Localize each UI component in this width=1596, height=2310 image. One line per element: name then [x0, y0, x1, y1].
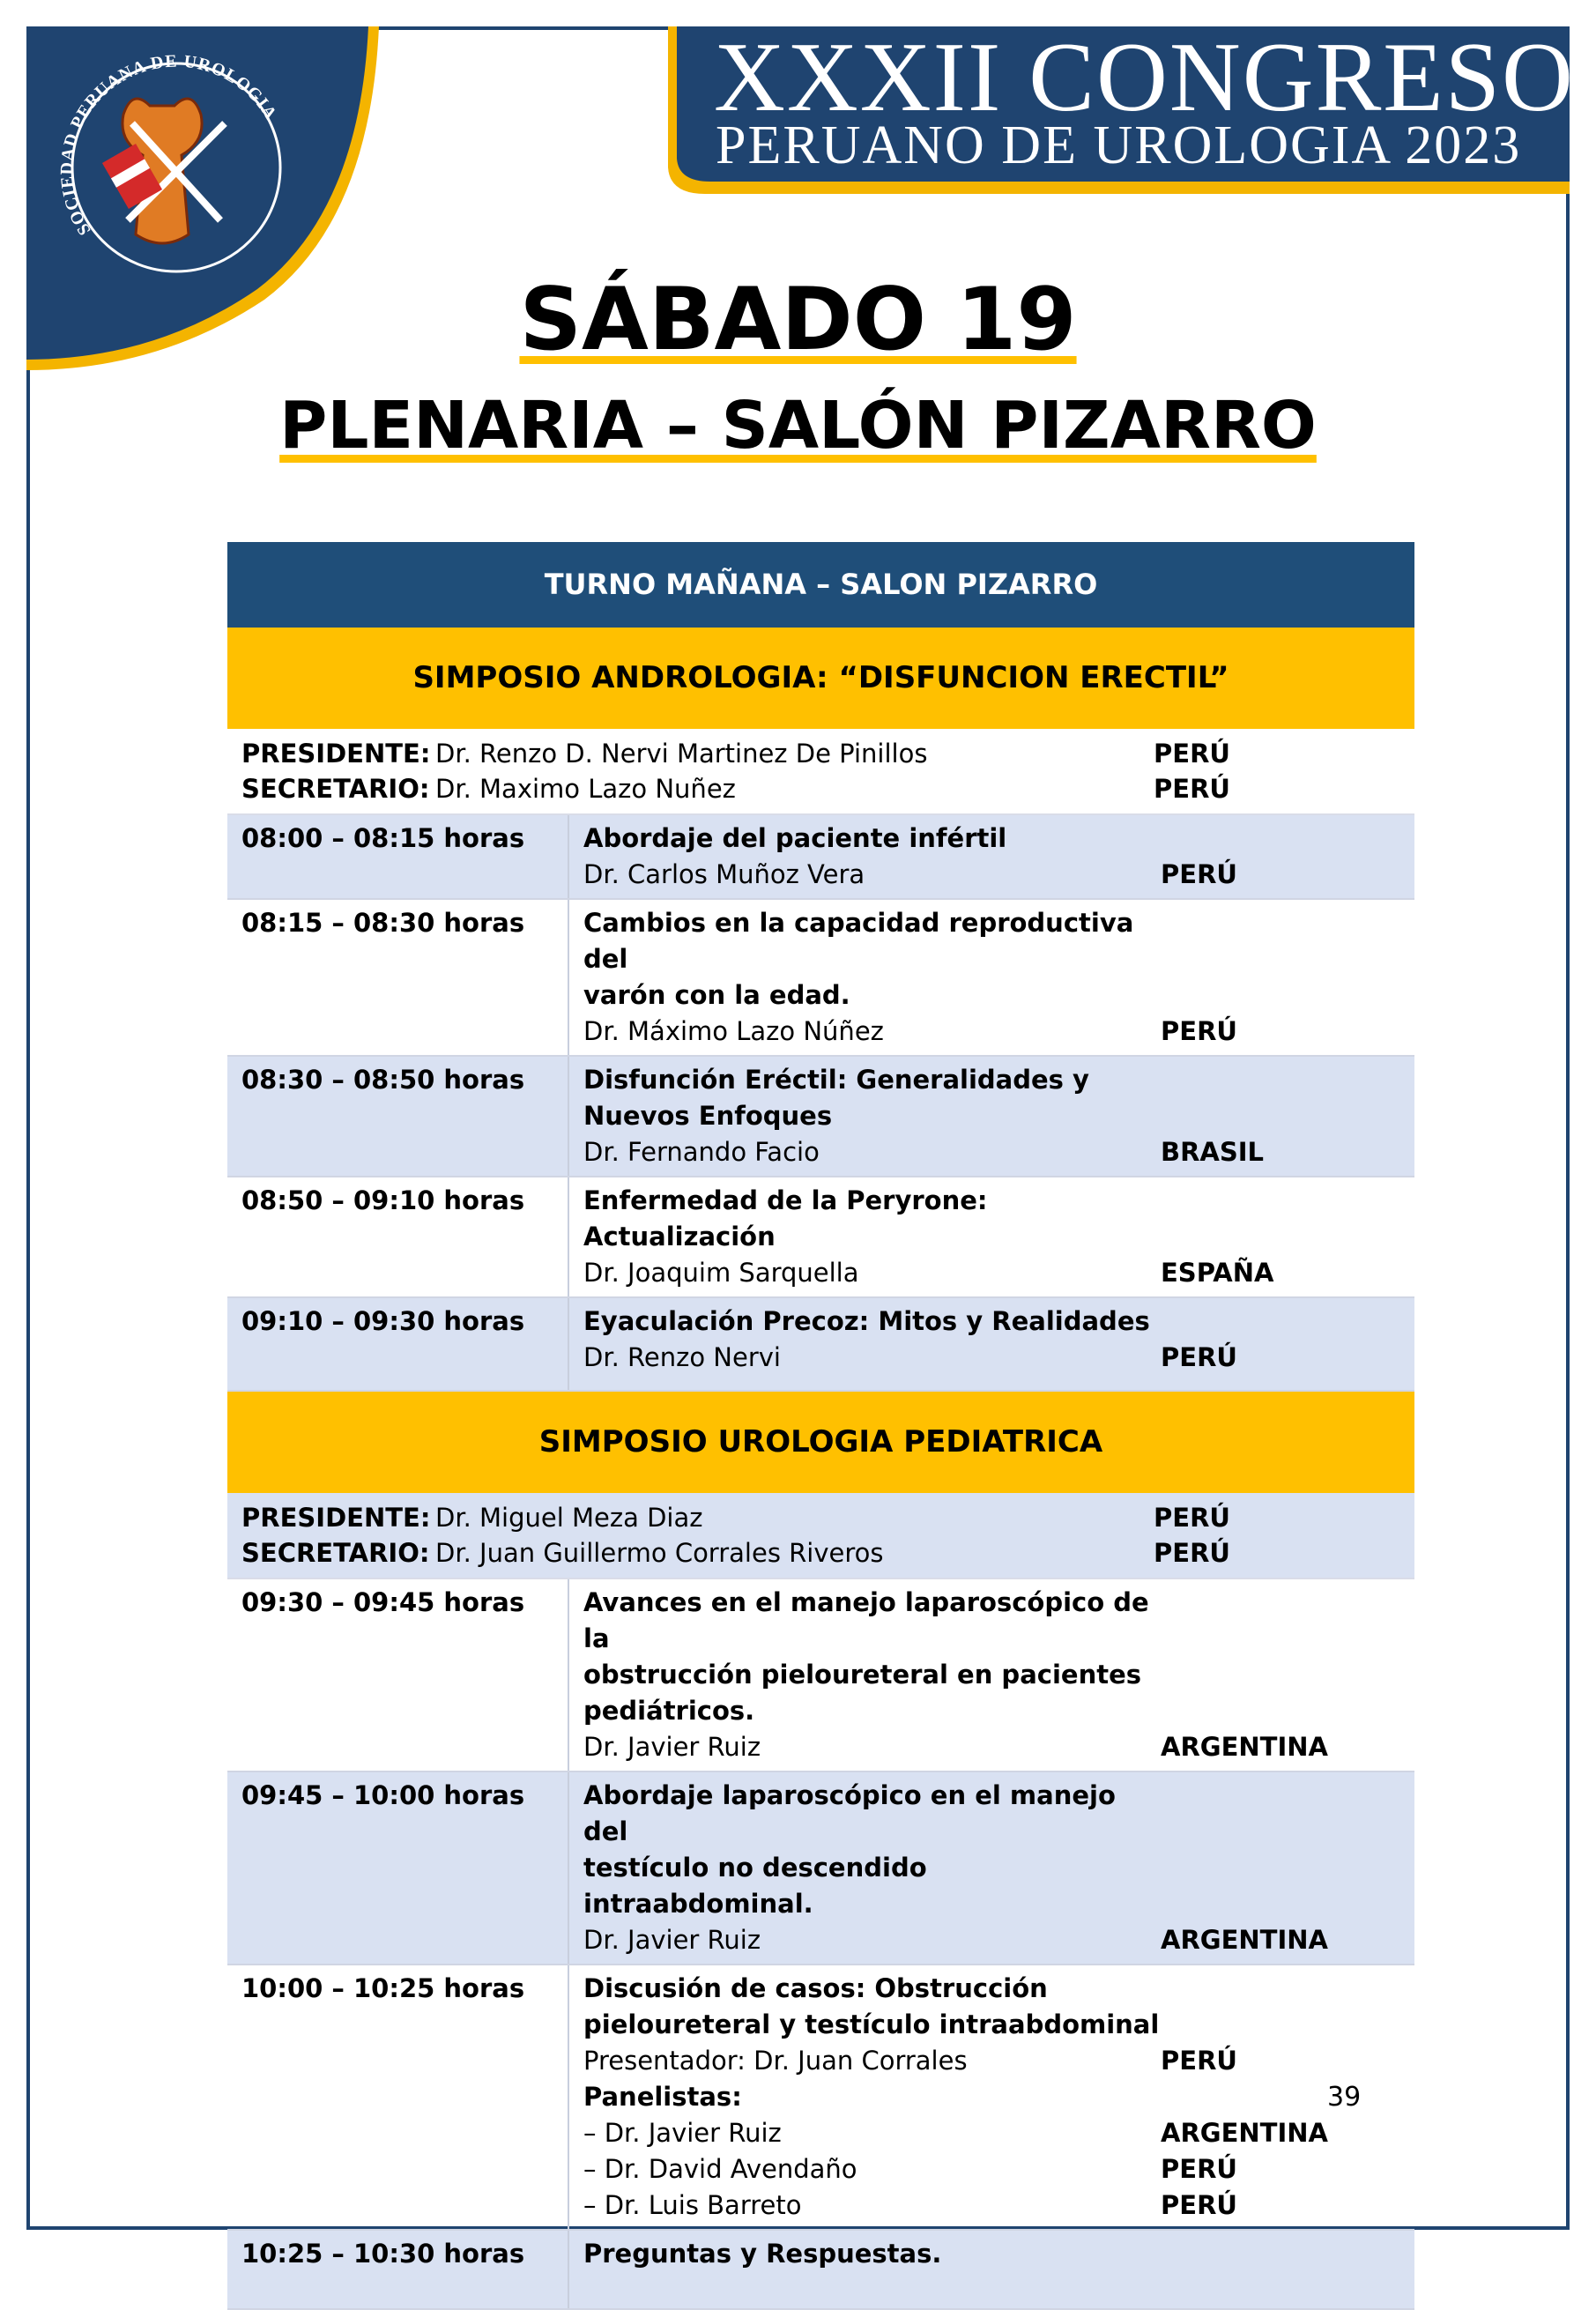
shift-banner: TURNO MAÑANA – SALON PIZARRO [227, 542, 1414, 628]
session-row [227, 1177, 1414, 1298]
session-details [569, 1579, 1414, 1771]
session-line-text: Cambios en la capacidad reproductiva del [583, 908, 1134, 974]
page-number: 39 [1327, 2082, 1362, 2113]
session-line [583, 2079, 1414, 2115]
session-line [583, 977, 1414, 1014]
session-line-text: – Dr. Javier Ruiz [583, 2118, 782, 2148]
session-line-text: Dr. Máximo Lazo Núñez [583, 1016, 884, 1046]
symposium-title: SIMPOSIO ANDROLOGIA: “DISFUNCION ERECTIL” [227, 628, 1414, 729]
session-line-text: Dr. Carlos Muñoz Vera [583, 859, 865, 889]
session-line [583, 1850, 1414, 1922]
session-line [583, 1062, 1414, 1098]
session-line-country: ARGENTINA [1161, 1732, 1328, 1762]
session-line [583, 1729, 1414, 1765]
session-row [227, 815, 1414, 900]
congress-title: XXXII CONGRESO [714, 23, 1575, 132]
session-line-text: obstrucción pieloureteral en pacientes pediátricos. [583, 1660, 1142, 1726]
session-line [583, 1778, 1414, 1850]
session-line [583, 1134, 1414, 1170]
session-line-country: ESPAÑA [1161, 1258, 1274, 1288]
session-time: 09:10 – 09:30 horas [227, 1298, 569, 1390]
session-time: 08:00 – 08:15 horas [227, 815, 569, 898]
session-line-text: Abordaje del paciente infértil [583, 823, 1007, 853]
session-line [583, 2187, 1414, 2224]
venue-title: PLENARIA – SALÓN PIZARRO [279, 388, 1317, 464]
schedule-table [227, 542, 1414, 2310]
session-line-text: Enfermedad de la Peryrone: Actualización [583, 1185, 988, 1252]
session-line [583, 2007, 1414, 2043]
officer-row [241, 1535, 1400, 1571]
session-line [583, 2151, 1414, 2187]
session-row [227, 1772, 1414, 1965]
session-line [583, 1255, 1414, 1291]
session-line [583, 1014, 1414, 1050]
officer-row [241, 1500, 1400, 1535]
session-line-country: ARGENTINA [1161, 1925, 1328, 1955]
session-line-text: testículo no descendido intraabdominal. [583, 1853, 927, 1919]
session-line-text: Dr. Javier Ruiz [583, 1925, 761, 1955]
officer-role: SECRETARIO: [241, 774, 430, 804]
officer-role: SECRETARIO: [241, 1538, 430, 1568]
session-line-country: PERÚ [1161, 2154, 1237, 2184]
session-line-country: PERÚ [1161, 2190, 1237, 2220]
session-line-text: Panelistas: [583, 2082, 742, 2112]
session-line-text: Dr. Javier Ruiz [583, 1732, 761, 1762]
session-line [583, 1922, 1414, 1958]
session-details [569, 1177, 1414, 1296]
session-row [227, 1298, 1414, 1392]
officer-name: Dr. Juan Guillermo Corrales Riveros [435, 1538, 884, 1568]
session-time: 08:50 – 09:10 horas [227, 1177, 569, 1296]
session-row [227, 1579, 1414, 1772]
session-line [583, 1183, 1414, 1255]
officer-role: PRESIDENTE: [241, 739, 431, 769]
session-line [583, 1098, 1414, 1134]
officer-row [241, 771, 1400, 806]
session-line [583, 821, 1414, 857]
officers-block [227, 1493, 1414, 1579]
session-line-text: Avances en el manejo laparoscópico de la [583, 1587, 1149, 1653]
session-time: 08:30 – 08:50 horas [227, 1057, 569, 1176]
session-line-text: Dr. Renzo Nervi [583, 1342, 781, 1372]
officers-block [227, 729, 1414, 815]
session-row [227, 1057, 1414, 1177]
session-line-text: Eyaculación Precoz: Mitos y Realidades [583, 1306, 1150, 1336]
session-line [583, 2236, 1414, 2272]
session-line [583, 1657, 1414, 1729]
session-line [583, 1585, 1414, 1657]
symposium-title: SIMPOSIO UROLOGIA PEDIATRICA [227, 1392, 1414, 1493]
session-details [569, 815, 1414, 898]
session-line-text: – Dr. Luis Barreto [583, 2190, 802, 2220]
officer-country: PERÚ [1154, 739, 1230, 769]
session-line-text: – Dr. David Avendaño [583, 2154, 857, 2184]
session-line-text: Dr. Fernando Facio [583, 1137, 820, 1167]
session-row [227, 1965, 1414, 2231]
session-row [227, 900, 1414, 1057]
session-line-text: Nuevos Enfoques [583, 1101, 833, 1131]
officer-country: PERÚ [1154, 1538, 1230, 1568]
officer-country: PERÚ [1154, 1503, 1230, 1533]
session-time: 08:15 – 08:30 horas [227, 900, 569, 1055]
session-details [569, 900, 1414, 1055]
officer-country: PERÚ [1154, 774, 1230, 804]
session-line-country: PERÚ [1161, 2046, 1237, 2076]
officer-name: Dr. Renzo D. Nervi Martinez De Pinillos [435, 739, 928, 769]
session-line [583, 905, 1414, 977]
session-line-country: PERÚ [1161, 1016, 1237, 1046]
session-line [583, 2043, 1414, 2079]
session-line-text: Disfunción Eréctil: Generalidades y [583, 1065, 1089, 1095]
session-time: 10:25 – 10:30 horas [227, 2231, 569, 2308]
session-line-text: Discusión de casos: Obstrucción [583, 1973, 1048, 2003]
session-line-text: Presentador: Dr. Juan Corrales [583, 2046, 968, 2076]
officer-name: Dr. Miguel Meza Diaz [435, 1503, 703, 1533]
session-line-text: pieloureteral y testículo intraabdominal [583, 2009, 1160, 2039]
session-line [583, 2115, 1414, 2151]
session-time: 10:00 – 10:25 horas [227, 1965, 569, 2229]
session-details [569, 1057, 1414, 1176]
session-line-text: Abordaje laparoscópico en el manejo del [583, 1780, 1116, 1846]
session-details [569, 1965, 1414, 2229]
session-time: 09:45 – 10:00 horas [227, 1772, 569, 1964]
session-row [227, 2231, 1414, 2310]
session-line [583, 1971, 1414, 2007]
session-details [569, 2231, 1414, 2308]
session-line-country: ARGENTINA [1161, 2118, 1328, 2148]
session-details [569, 1772, 1414, 1964]
session-line [583, 1340, 1414, 1376]
session-line-text: varón con la edad. [583, 980, 850, 1010]
session-line [583, 857, 1414, 893]
day-title: SÁBADO 19 [519, 270, 1077, 370]
session-details [569, 1298, 1414, 1390]
officer-row [241, 736, 1400, 771]
officer-role: PRESIDENTE: [241, 1503, 431, 1533]
session-line-text: Dr. Joaquim Sarquella [583, 1258, 859, 1288]
session-line-country: BRASIL [1161, 1137, 1265, 1167]
congress-subtitle: PERUANO DE UROLOGIA 2023 [716, 115, 1522, 175]
session-time: 09:30 – 09:45 horas [227, 1579, 569, 1771]
logo-text: SOCIEDAD PERUANA DE UROLOGIA [56, 51, 281, 239]
session-line-country: PERÚ [1161, 859, 1237, 889]
session-line-country: PERÚ [1161, 1342, 1237, 1372]
session-line-text: Preguntas y Respuestas. [583, 2239, 942, 2269]
session-line [583, 1304, 1414, 1340]
officer-name: Dr. Maximo Lazo Nuñez [435, 774, 736, 804]
